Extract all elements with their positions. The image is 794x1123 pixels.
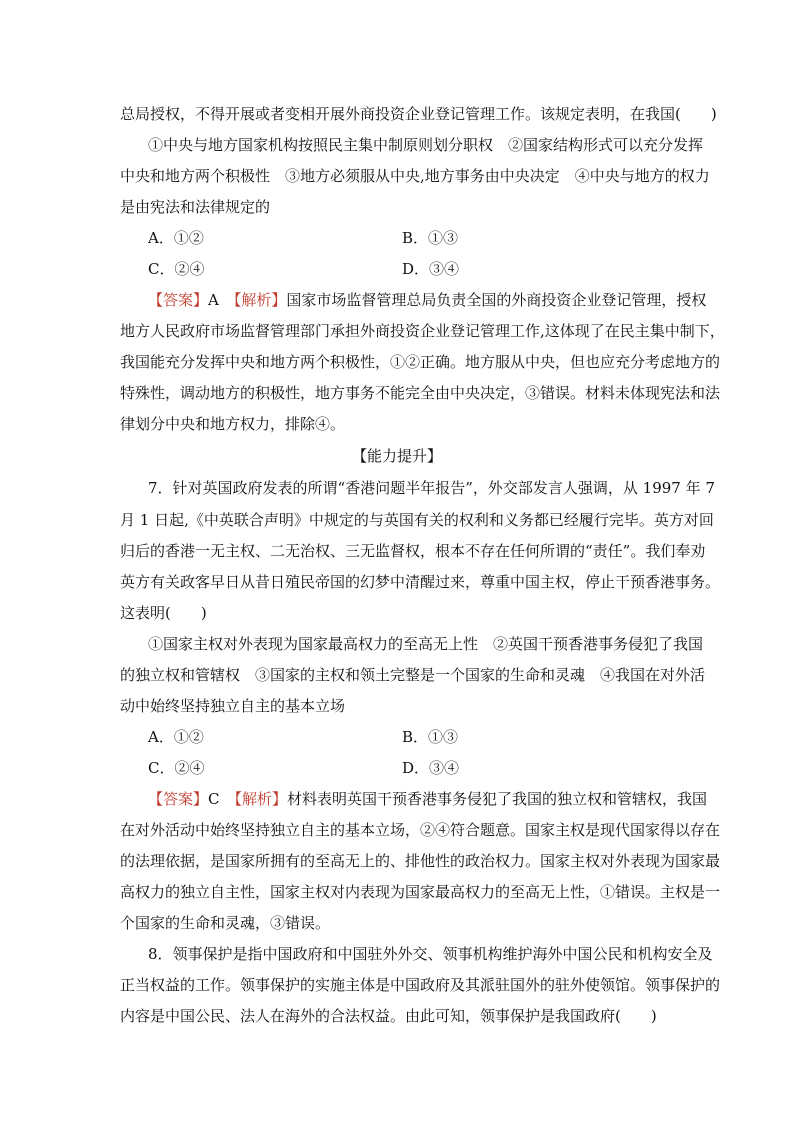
q7-option-b: B．①③ [402,728,459,746]
q6-analysis-line-3: 我国能充分发挥中央和地方两个积极性，①②正确。地方服从中央，但也应充分考虑地方的 [120,353,721,371]
q7-item-line-2: 的独立权和管辖权 ③国家的主权和领土完整是一个国家的生命和灵魂 ④我国在对外活 [120,666,706,684]
q7-analysis-line-2: 在对外活动中始终坚持独立自主的基本立场，②④符合题意。国家主权是现代国家得以存在 [120,821,721,839]
analysis-label: 【解析】 [234,790,288,808]
q8-stem-line-2: 正当权益的工作。领事保护的实施主体是中国政府及其派驻国外的驻外使领馆。领事保护的 [120,976,721,994]
q7-stem-line-2: 月 1 日起,《中英联合声明》中规定的与英国有关的权利和义务都已经履行完毕。英方对回 [120,511,714,529]
q7-stem-line-1: 7．针对英国政府发表的所谓“香港问题半年报告”，外交部发言人强调，从 1997 年 7 [148,479,715,497]
q7-analysis-line-5: 个国家的生命和灵魂，③错误。 [120,914,331,932]
q6-item-line-3: 是由宪法和法律规定的 [120,198,271,216]
q7-stem-line-3: 归后的香港一无主权、二无治权、三无监督权，根本不存在任何所谓的“责任”。我们奉劝 [120,542,706,560]
q7-answer-line [148,789,707,809]
q6-analysis-line-5: 律划分中央和地方权力，排除④。 [120,415,346,433]
q6-option-d: D．③④ [402,260,460,278]
answer-value: A [208,291,234,309]
answer-label: 【答案】 [148,790,209,808]
q7-stem-line-4: 英方有关政客早日从昔日殖民帝国的幻梦中清醒过来，尊重中国主权，停止干预香港事务。 [120,573,721,591]
q6-answer-line [148,290,706,310]
q6-stem-line-1: 总局授权，不得开展或者变相开展外商投资企业登记管理工作。该规定表明，在我国( ) [120,105,717,123]
q6-analysis-line-4: 特殊性，调动地方的积极性，地方事务不能完全由中央决定，③错误。材料未体现宪法和法 [120,384,721,402]
q8-stem-line-3: 内容是中国公民、法人在海外的合法权益。由此可知，领事保护是我国政府( ) [120,1007,657,1025]
answer-label: 【答案】 [148,291,209,309]
q6-option-c: C．②④ [148,260,205,278]
q8-stem-line-1: 8．领事保护是指中国政府和中国驻外外交、领事机构维护海外中国公民和机构安全及 [148,945,713,963]
q6-analysis-line-2: 地方人民政府市场监督管理部门承担外商投资企业登记管理工作,这体现了在民主集中制下， [120,322,725,340]
q7-item-line-3: 动中始终坚持独立自主的基本立场 [120,697,346,715]
q7-option-a: A．①② [148,728,204,746]
q7-analysis-line-3: 的法理依据，是国家所拥有的至高无上的、排他性的政治权力。国家主权对外表现为国家最 [120,852,721,870]
q6-option-a: A．①② [148,229,204,247]
q7-option-d: D．③④ [402,759,460,777]
q6-option-b: B．①③ [402,229,459,247]
analysis-text: 国家市场监督管理总局负责全国的外商投资企业登记管理，授权 [286,291,707,309]
q7-item-line-1: ①国家主权对外表现为国家最高权力的至高无上性 ②英国干预香港事务侵犯了我国 [148,635,704,653]
q6-item-line-1: ①中央与地方国家机构按照民主集中制原则划分职权 ②国家结构形式可以充分发挥 [148,136,704,154]
q7-analysis-line-4: 高权力的独立自主性，国家主权对内表现为国家最高权力的至高无上性，①错误。主权是一 [120,883,721,901]
answer-value: C [208,790,235,808]
q7-stem-line-5: 这表明( ) [120,604,207,622]
section-title: 【能力提升】 [351,447,442,465]
analysis-label: 【解析】 [233,291,287,309]
analysis-text: 材料表明英国干预香港事务侵犯了我国的独立权和管辖权，我国 [287,790,708,808]
q7-option-c: C．②④ [148,759,205,777]
q6-item-line-2: 中央和地方两个积极性 ③地方必须服从中央,地方事务由中央决定 ④中央与地方的权力 [120,167,710,185]
